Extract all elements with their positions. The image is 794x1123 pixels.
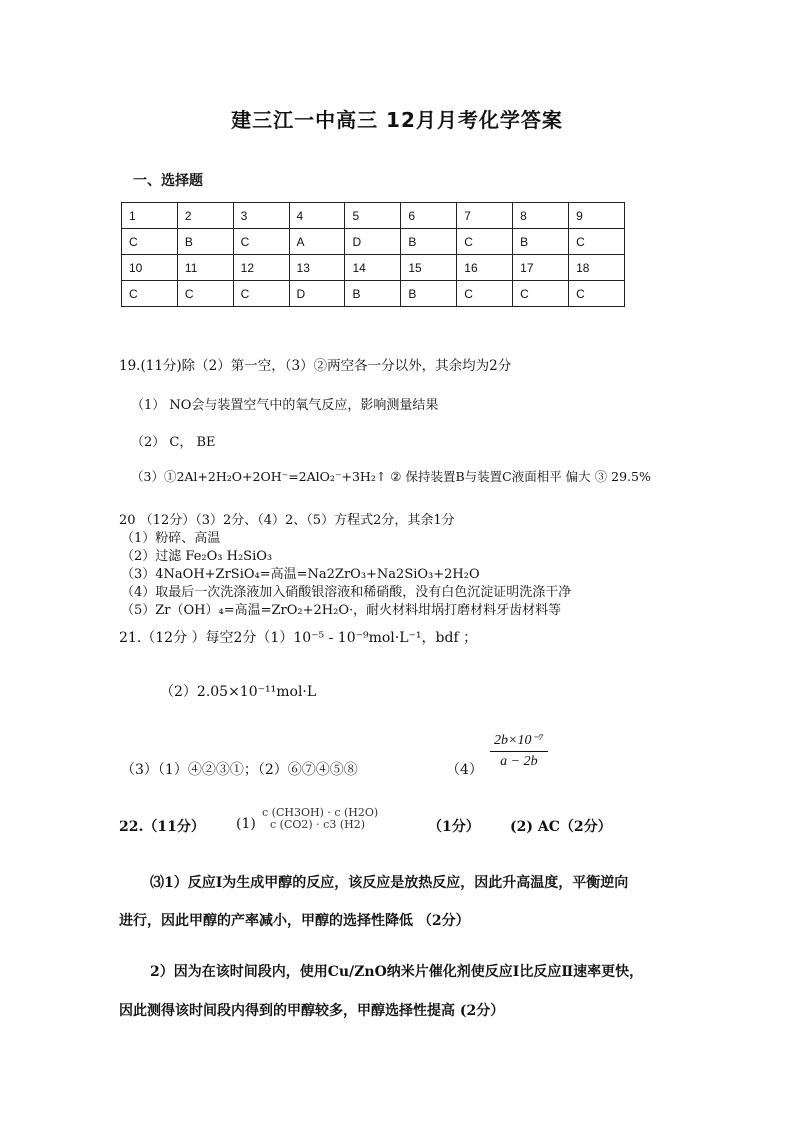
q22-answer-3b-line-2: 因此测得该时间段内得到的甲醇较多，甲醇选择性提高 (2分） xyxy=(119,1003,505,1019)
q21-header: 21.（12分 ）每空2分（1）10⁻⁵ - 10⁻⁹mol·L⁻¹，bdf ； xyxy=(119,630,478,646)
table-cell: 8 xyxy=(513,203,569,229)
table-row xyxy=(122,281,625,307)
table-cell: C xyxy=(122,281,178,307)
q21-answer-2: （2）2.05×10⁻¹¹mol·L xyxy=(160,684,317,700)
table-cell: C xyxy=(457,281,513,307)
table-cell: 6 xyxy=(401,203,457,229)
q20-answer-3: （3）4NaOH+ZrSiO₄=高温=Na2ZrO₃+Na2SiO₃+2H₂O xyxy=(121,567,480,582)
table-cell: 2 xyxy=(177,203,233,229)
table-cell: C xyxy=(122,229,178,255)
q22-answer-3-line-1: ⑶1）反应Ⅰ为生成甲醇的反应，该反应是放热反应，因此升高温度，平衡逆向 xyxy=(150,875,629,891)
table-cell: 1 xyxy=(122,203,178,229)
q22-answer-1-label: (1) xyxy=(236,816,256,832)
table-cell: B xyxy=(177,229,233,255)
table-cell: 3 xyxy=(233,203,289,229)
table-cell: B xyxy=(401,229,457,255)
q19-answer-1: （1） NO会与装置空气中的氧气反应，影响测量结果 xyxy=(131,398,439,413)
table-cell: C xyxy=(569,229,625,255)
table-cell: C xyxy=(177,281,233,307)
q20-answer-5: （5）Zr（OH）₄=高温=ZrO₂+2H₂O·，耐火材料坩埚打磨材料牙齿材料等 xyxy=(121,603,562,618)
q20-answer-1: （1）粉碎、高温 xyxy=(121,531,221,546)
table-cell: B xyxy=(345,281,401,307)
table-cell: 16 xyxy=(457,255,513,281)
q21-answer-4-label: （4） xyxy=(446,762,483,778)
table-cell: C xyxy=(513,281,569,307)
table-cell: 18 xyxy=(569,255,625,281)
q22-expr-top: c (CH3OH) · c (H2O) xyxy=(262,806,379,819)
table-cell: B xyxy=(513,229,569,255)
q22-answer-3b-line-1: 2）因为在该时间段内，使用Cu/ZnO纳米片催化剂使反应Ⅰ比反应Ⅱ速率更快， xyxy=(150,964,644,980)
table-cell: 5 xyxy=(345,203,401,229)
table-cell: 13 xyxy=(289,255,345,281)
section-heading-choice: 一、选择题 xyxy=(133,173,203,189)
table-cell: 9 xyxy=(569,203,625,229)
table-cell: D xyxy=(289,281,345,307)
table-cell: C xyxy=(233,281,289,307)
q19-answer-3: （3）①2Al+2H₂O+2OH⁻=2AlO₂⁻+3H₂↑ ② 保持装置B与装置C液面相平 偏大 ③ 29.5% xyxy=(131,469,651,484)
page-title: 建三江一中高三 12月月考化学答案 xyxy=(231,108,563,132)
table-row xyxy=(122,203,625,229)
q22-answer-1-score: （1分） xyxy=(428,819,480,835)
fraction-denominator: a − 2b xyxy=(500,754,538,769)
table-row xyxy=(122,229,625,255)
table-cell: 12 xyxy=(233,255,289,281)
table-cell: 4 xyxy=(289,203,345,229)
table-cell: 10 xyxy=(122,255,178,281)
answer-table xyxy=(121,202,625,307)
table-cell: 7 xyxy=(457,203,513,229)
table-cell: B xyxy=(401,281,457,307)
q20-answer-4: （4）取最后一次洗涤液加入硝酸银溶液和稀硝酸，没有白色沉淀证明洗涤干净 xyxy=(121,585,572,600)
table-cell: C xyxy=(457,229,513,255)
table-cell: A xyxy=(289,229,345,255)
q22-answer-2: (2) AC（2分） xyxy=(510,819,612,835)
q22-header: 22.（11分） xyxy=(119,819,205,835)
table-cell: 11 xyxy=(177,255,233,281)
q20-answer-2: （2）过滤 Fe₂O₃ H₂SiO₃ xyxy=(121,549,273,564)
q21-fraction xyxy=(490,732,548,770)
table-cell: C xyxy=(233,229,289,255)
table-cell: D xyxy=(345,229,401,255)
table-cell: 15 xyxy=(401,255,457,281)
q21-answer-3: （3）（1）④②③①；（2）⑥⑦④⑤⑧ xyxy=(121,762,358,778)
q22-answer-3-line-2: 进行，因此甲醇的产率减小，甲醇的选择性降低 （2分） xyxy=(119,913,470,929)
table-cell: 14 xyxy=(345,255,401,281)
table-cell: C xyxy=(569,281,625,307)
fraction-numerator: 2b×10⁻⁷ xyxy=(490,732,548,752)
q22-expr-bottom: c (CO2) · c3 (H2) xyxy=(270,818,365,831)
q20-header: 20 （12分）（3）2分、（4）2、（5）方程式2分，其余1分 xyxy=(119,513,455,528)
table-row xyxy=(122,255,625,281)
q19-answer-2: （2） C， BE xyxy=(131,435,216,450)
q19-header: 19.(11分)除（2）第一空，（3）②两空各一分以外，其余均为2分 xyxy=(119,358,512,374)
table-cell: 17 xyxy=(513,255,569,281)
